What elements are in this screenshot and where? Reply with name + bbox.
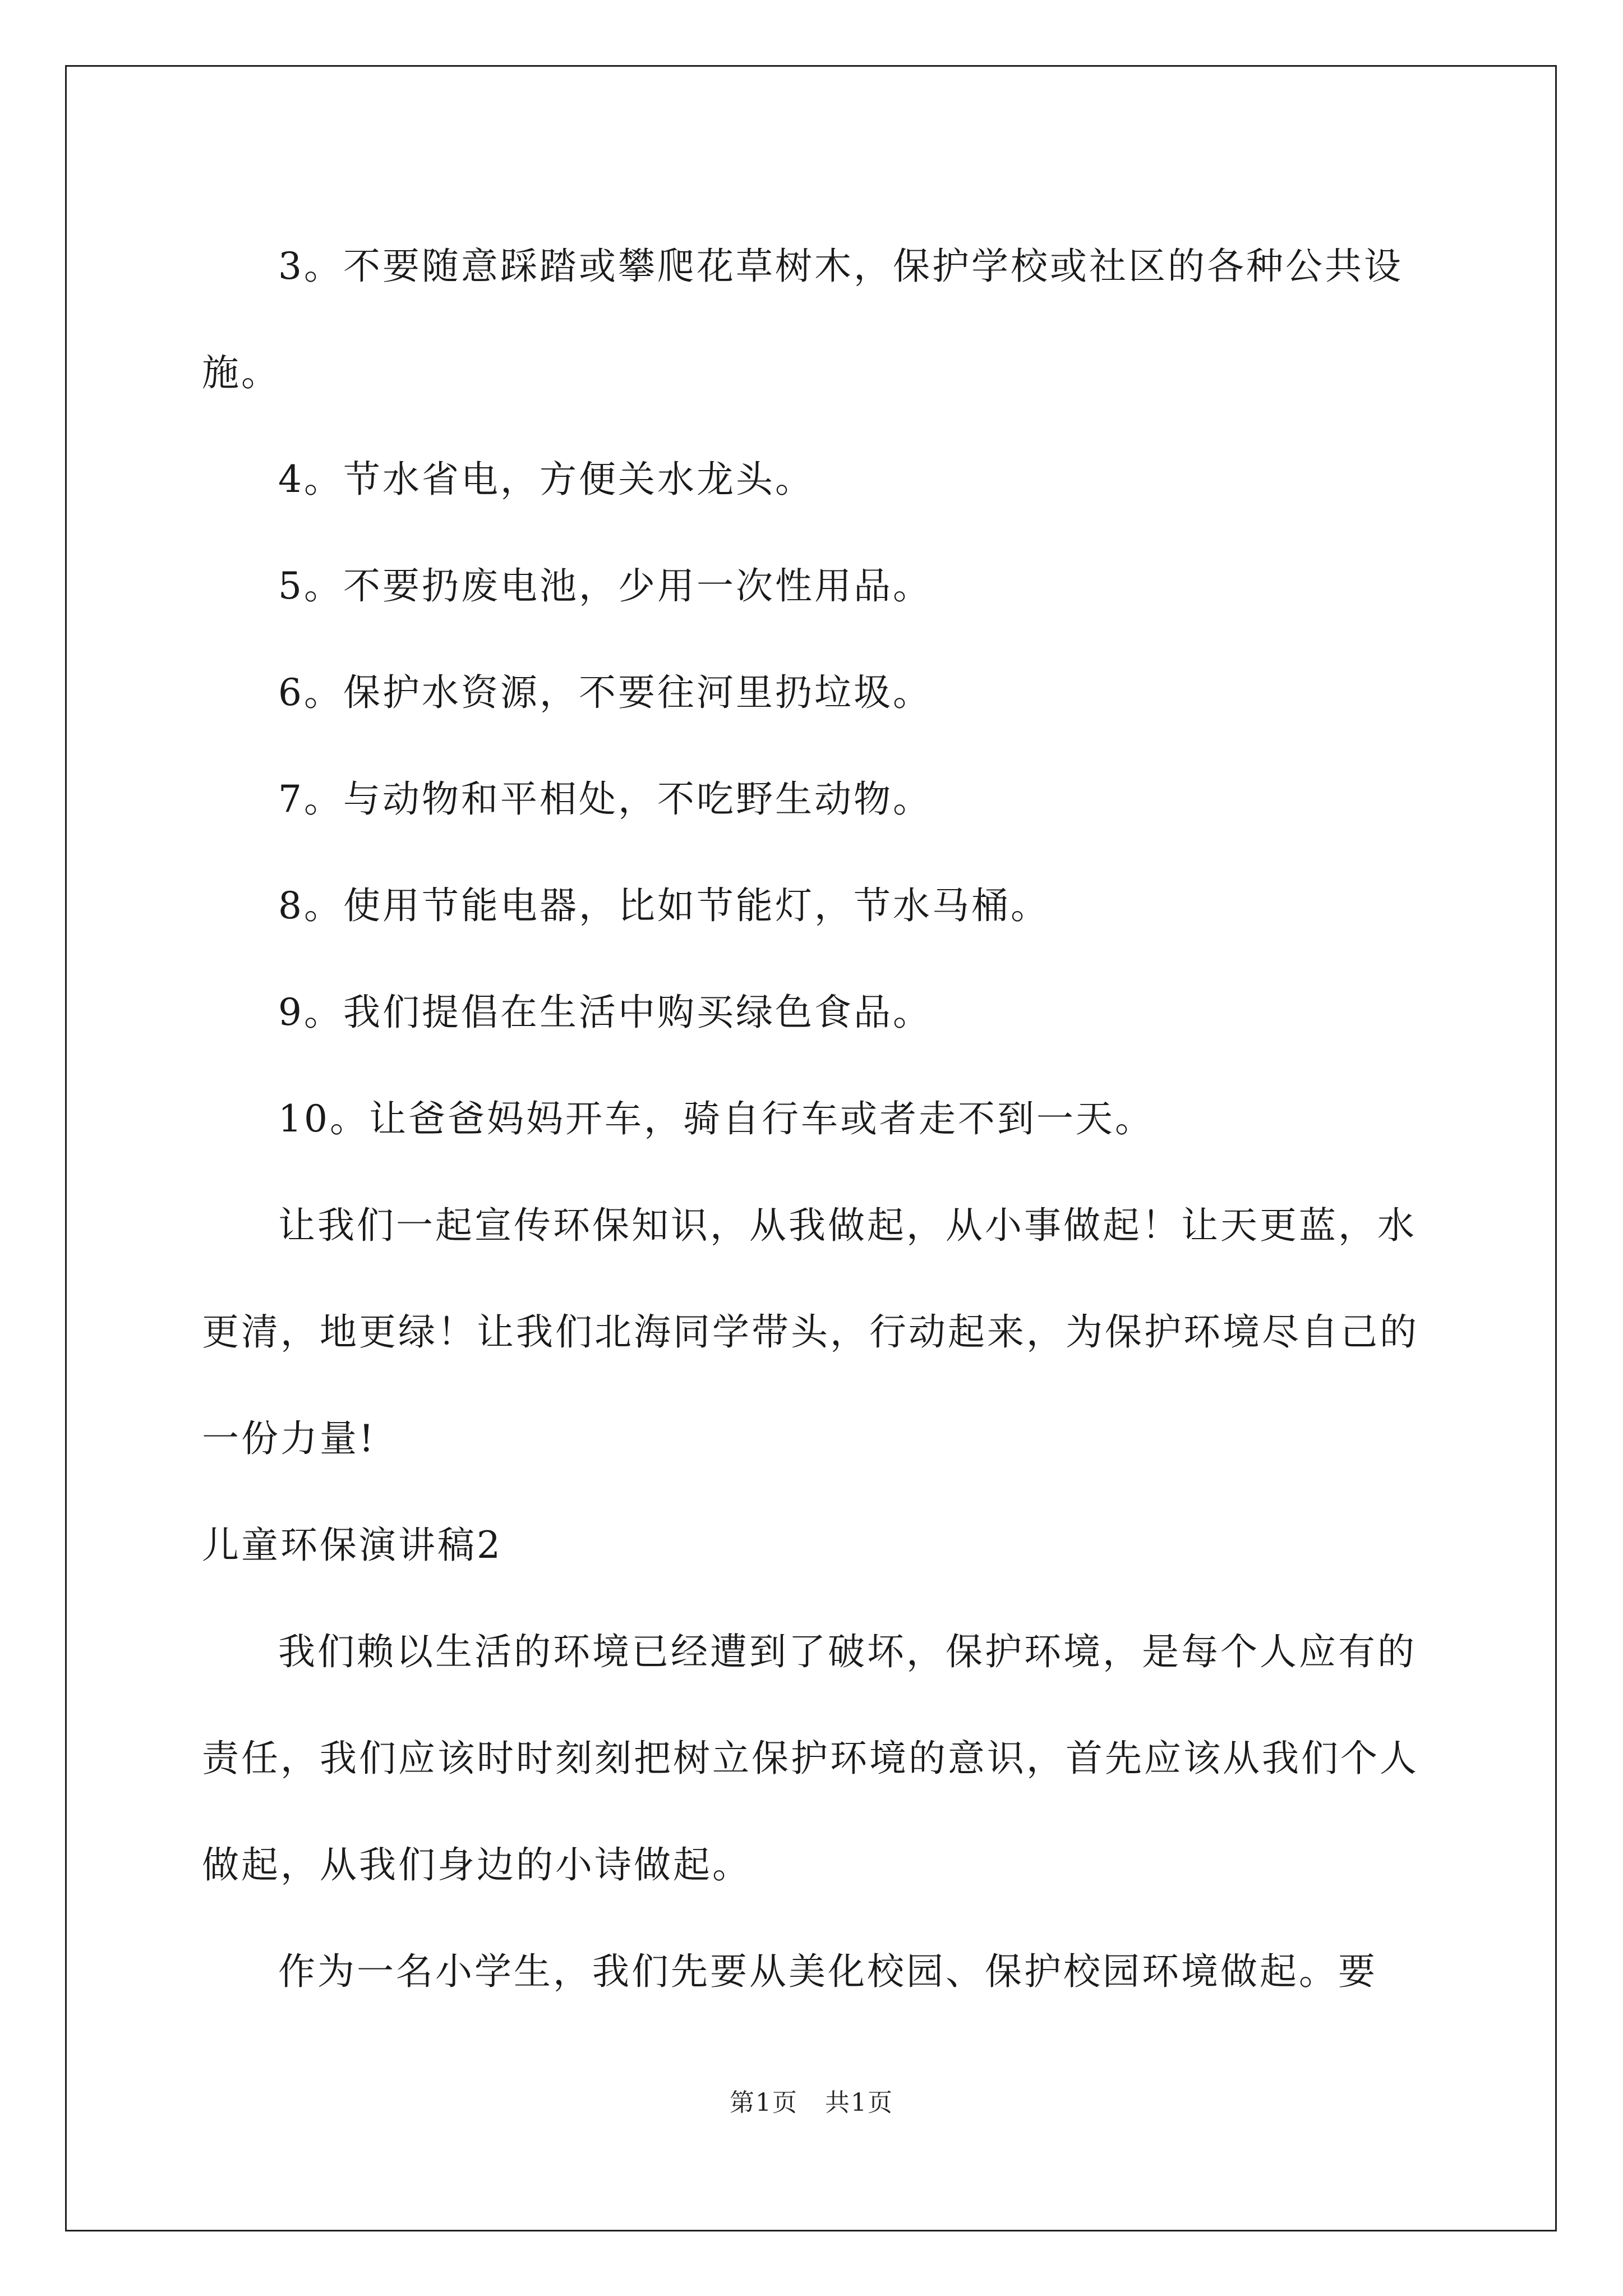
paragraph: 10。让爸爸妈妈开车，骑自行车或者走不到一天。 xyxy=(278,1097,1154,1140)
page-number: 第1页 xyxy=(730,2088,798,2117)
document-body xyxy=(202,213,1436,2025)
paragraph: 6。保护水资源，不要往河里扔垃圾。 xyxy=(278,671,932,714)
page-total: 共1页 xyxy=(825,2088,893,2117)
paragraph: 7。与动物和平相处，不吃野生动物。 xyxy=(278,777,932,821)
paragraph: 让我们一起宣传环保知识，从我做起，从小事做起！让天更蓝，水更清，地更绿！让我们北海同学带头，行动起来，为保护环境尽自己的一份力量! xyxy=(202,1204,1419,1460)
paragraph: 4。节水省电，方便关水龙头。 xyxy=(278,458,814,501)
paragraph: 我们赖以生活的环境已经遭到了破坏，保护环境，是每个人应有的责任，我们应该时时刻刻把树立保护环境的意识，首先应该从我们个人做起，从我们身边的小诗做起。 xyxy=(202,1630,1419,1887)
paragraph: 5。不要扔废电池，少用一次性用品。 xyxy=(278,564,932,608)
page-footer xyxy=(0,2082,1623,2118)
paragraph: 8。使用节能电器，比如节能灯，节水马桶。 xyxy=(278,884,1050,927)
paragraph: 3。不要随意踩踏或攀爬花草树木，保护学校或社区的各种公共设施。 xyxy=(202,245,1403,394)
paragraph: 作为一名小学生，我们先要从美化校园、保护校园环境做起。要 xyxy=(278,1950,1377,1993)
section-heading: 儿童环保演讲稿2 xyxy=(202,1524,502,1567)
paragraph: 9。我们提倡在生活中购买绿色食品。 xyxy=(278,991,932,1034)
